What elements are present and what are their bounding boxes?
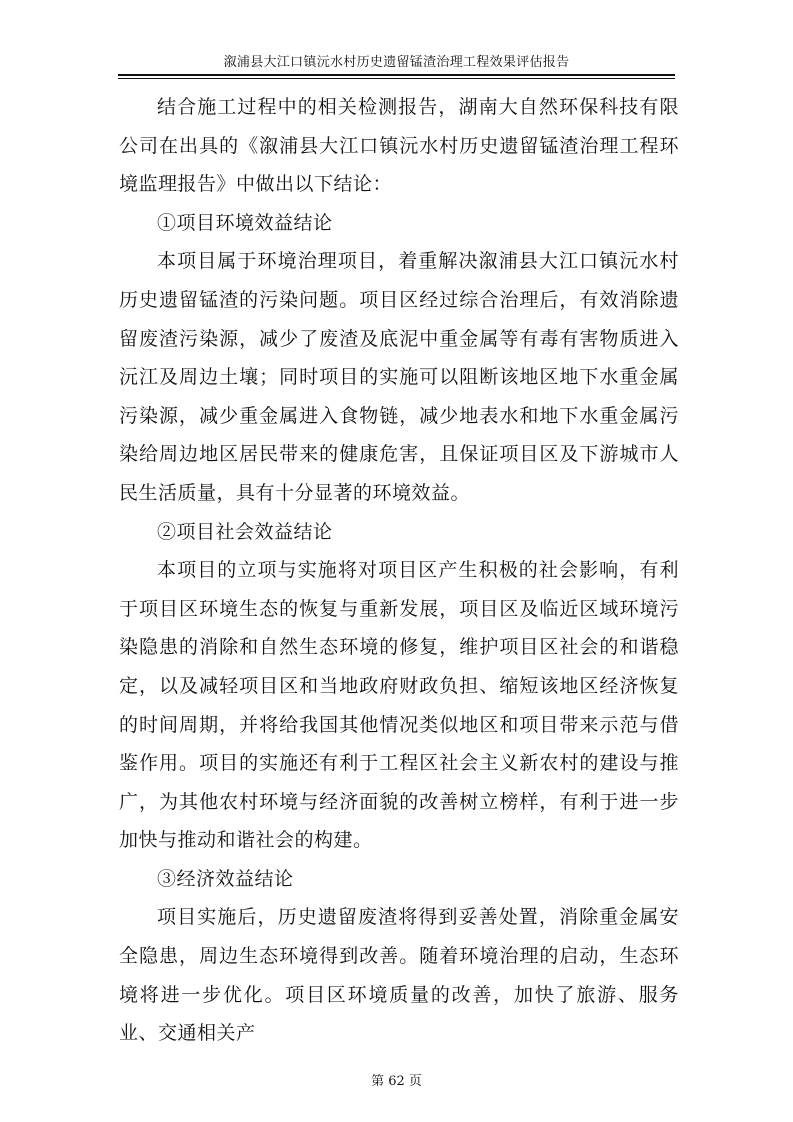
section-heading-economic: ③经济效益结论: [157, 867, 294, 890]
body-text: [119, 88, 679, 1053]
environmental-benefit-paragraph: 本项目属于环境治理项目，着重解决溆浦县大江口镇沅水村历史遗留锰渣的污染问题。项目区经过综合治理后，有效消除遗留废渣污染源，减少了废渣及底泥中重金属等有毒有害物质进入沅江及周边土壤；同时项目的实施可以阻断该地区地下水重金属污染源，减少重金属进入食物链，减少地表水和地下水重金属污染给周边地区居民带来的健康危害，且保证项目区及下游城市人民生活质量，具有十分显著的环境效益。: [119, 250, 679, 504]
section-heading-environmental: ①项目环境效益结论: [157, 211, 333, 234]
header-rule: [118, 74, 675, 76]
intro-paragraph: 结合施工过程中的相关检测报告，湖南大自然环保科技有限公司在出具的《溆浦县大江口镇沅水村历史遗留锰渣治理工程环境监理报告》中做出以下结论：: [119, 96, 679, 196]
economic-benefit-paragraph: 项目实施后，历史遗留废渣将得到妥善处置，消除重金属安全隐患，周边生态环境得到改善。随着环境治理的启动，生态环境将进一步优化。项目区环境质量的改善，加快了旅游、服务业、交通相关产: [119, 906, 679, 1045]
running-header: 溆浦县大江口镇沅水村历史遗留锰渣治理工程效果评估报告: [223, 55, 570, 70]
header-rule-secondary: [118, 78, 675, 79]
social-benefit-paragraph: 本项目的立项与实施将对项目区产生积极的社会影响，有利于项目区环境生态的恢复与重新发展，项目区及临近区域环境污染隐患的消除和自然生态环境的修复，维护项目区社会的和谐稳定，以及减轻项目区和当地政府财政负担、缩短该地区经济恢复的时间周期，并将给我国其他情况类似地区和项目带来示范与借鉴作用。项目的实施还有利于工程区社会主义新农村的建设与推广，为其他农村环境与经济面貌的改善树立榜样，有利于进一步加快与推动和谐社会的构建。: [119, 559, 679, 852]
section-heading-social: ②项目社会效益结论: [157, 520, 333, 543]
page-number: 第 62 页: [371, 1074, 422, 1089]
